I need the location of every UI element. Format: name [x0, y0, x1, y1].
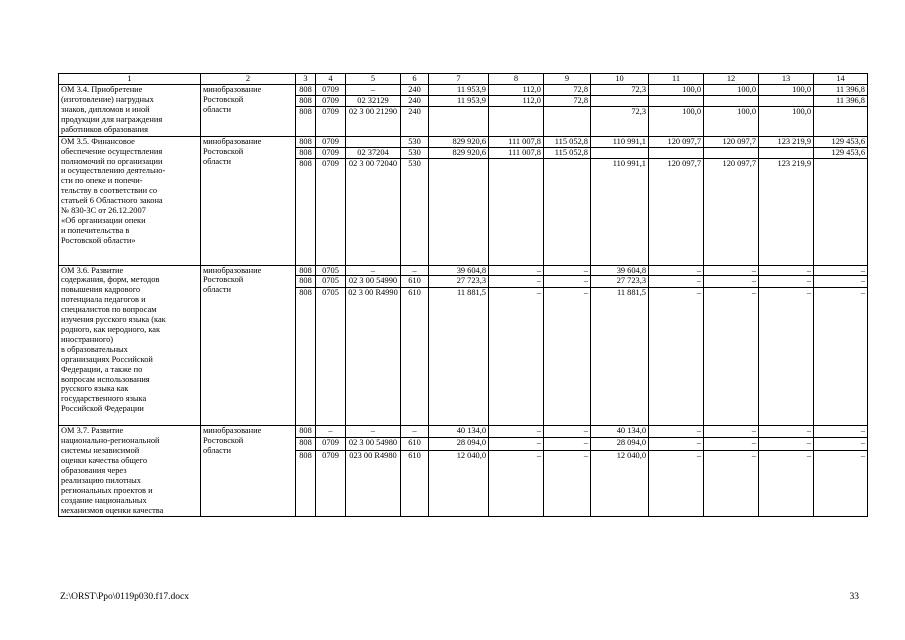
col-13-y2019-cell: –	[759, 288, 814, 426]
col-13-y2019-cell: –	[759, 450, 814, 516]
col-14-y2020-cell: –	[814, 450, 868, 516]
measure-name-cell	[59, 265, 201, 426]
col-13-y2019-cell	[759, 147, 814, 158]
measure-name-line: содержания, форм, методов	[61, 275, 160, 285]
col-10-y2016-cell: 39 604,8	[591, 265, 649, 276]
col-4-rzpr-cell: –	[316, 426, 346, 438]
executor-line: минобразование	[203, 136, 262, 146]
col-9-y2015-cell: –	[544, 265, 591, 276]
measure-name-line: знаков, дипломов и иной	[61, 104, 150, 114]
col-3-grbs-cell: 808	[296, 95, 316, 106]
col-6-vr-cell: 530	[401, 136, 429, 147]
col-3-grbs-cell: 808	[296, 106, 316, 136]
col-14-y2020-cell: 129 453,6	[814, 136, 868, 147]
col-10-y2016-cell: 28 094,0	[591, 438, 649, 451]
col-5-csr-cell: 02 3 00 R4990	[346, 288, 401, 426]
col-14-y2020-cell: 11 396,8	[814, 84, 868, 95]
measure-name-line: ОМ 3.7. Развитие	[61, 426, 124, 436]
measure-name-cell	[59, 136, 201, 265]
measure-name-line: родного, как неродного, как	[61, 324, 161, 334]
col-9-y2015-cell: 72,8	[544, 95, 591, 106]
header-row	[59, 74, 868, 85]
col-10-y2016-cell	[591, 147, 649, 158]
header-cell-6: 6	[401, 74, 429, 85]
col-12-y2018-cell: –	[704, 450, 759, 516]
col-9-y2015-cell: 115 052,8	[544, 147, 591, 158]
measure-name-line: потенциала педагогов и	[61, 295, 146, 305]
col-13-y2019-cell: 123 219,9	[759, 136, 814, 147]
col-12-y2018-cell: –	[704, 426, 759, 438]
col-11-y2017-cell: –	[649, 288, 704, 426]
col-10-y2016-cell	[591, 95, 649, 106]
col-11-y2017-cell: –	[649, 438, 704, 451]
col-8-y2014-cell: 112,0	[489, 95, 544, 106]
col-8-y2014-cell: –	[489, 438, 544, 451]
col-3-grbs-cell: 808	[296, 265, 316, 276]
col-9-y2015-cell: 115 052,8	[544, 136, 591, 147]
col-8-y2014-cell: –	[489, 426, 544, 438]
col-11-y2017-cell: –	[649, 426, 704, 438]
measure-name-line: реализацию пилотных	[61, 475, 141, 485]
col-4-rzpr-cell: 0709	[316, 84, 346, 95]
measure-name-line: полномочий по организации	[61, 156, 163, 166]
table-body	[59, 74, 868, 517]
col-4-rzpr-cell: 0709	[316, 438, 346, 451]
col-7-total-cell	[429, 158, 489, 265]
col-12-y2018-cell: –	[704, 265, 759, 276]
measure-name-line: образования через	[61, 466, 127, 476]
col-9-y2015-cell: –	[544, 438, 591, 451]
col-14-y2020-cell	[814, 158, 868, 265]
col-4-rzpr-cell: 0709	[316, 158, 346, 265]
measure-name-line: в образовательных	[61, 344, 128, 354]
col-3-grbs-cell: 808	[296, 438, 316, 451]
col-8-y2014-cell: 111 007,8	[489, 136, 544, 147]
col-6-vr-cell: 610	[401, 438, 429, 451]
measure-name-cell	[59, 84, 201, 136]
executor-line: Ростовской	[203, 436, 244, 446]
measure-name-line: иностранного)	[61, 334, 114, 344]
table-row	[59, 84, 868, 95]
col-6-vr-cell: 530	[401, 147, 429, 158]
col-8-y2014-cell: –	[489, 450, 544, 516]
col-3-grbs-cell: 808	[296, 276, 316, 288]
measure-name-line: ОМ 3.6. Развитие	[61, 265, 124, 275]
col-10-y2016-cell: 11 881,5	[591, 288, 649, 426]
executor-line: Ростовской	[203, 275, 244, 285]
executor-line: области	[203, 285, 231, 295]
col-5-csr-cell: 02 3 00 72040	[346, 158, 401, 265]
header-cell-9: 9	[544, 74, 591, 85]
col-6-vr-cell: –	[401, 426, 429, 438]
measure-name-line: «Об организации опеки	[61, 215, 146, 225]
executor-line: области	[203, 156, 231, 166]
col-9-y2015-cell: –	[544, 288, 591, 426]
col-5-csr-cell: 02 32129	[346, 95, 401, 106]
col-14-y2020-cell: –	[814, 276, 868, 288]
col-4-rzpr-cell: 0705	[316, 276, 346, 288]
header-cell-13: 13	[759, 74, 814, 85]
col-14-y2020-cell: –	[814, 288, 868, 426]
col-3-grbs-cell: 808	[296, 136, 316, 147]
col-8-y2014-cell: –	[489, 265, 544, 276]
col-12-y2018-cell: –	[704, 288, 759, 426]
measure-name-line: и осуществлению деятельно-	[61, 166, 166, 176]
col-5-csr-cell: –	[346, 84, 401, 95]
col-3-grbs-cell: 808	[296, 426, 316, 438]
col-13-y2019-cell: –	[759, 265, 814, 276]
executor-line: минобразование	[203, 426, 262, 436]
col-6-vr-cell: 530	[401, 158, 429, 265]
measure-name-line: сти по опеке и попечи-	[61, 176, 143, 186]
col-7-total-cell: 11 953,9	[429, 84, 489, 95]
executor-cell	[201, 84, 296, 136]
executor-line: области	[203, 446, 231, 456]
col-9-y2015-cell	[544, 158, 591, 265]
col-8-y2014-cell	[489, 106, 544, 136]
col-12-y2018-cell	[704, 95, 759, 106]
col-11-y2017-cell	[649, 147, 704, 158]
table-row	[59, 265, 868, 276]
col-4-rzpr-cell: 0705	[316, 265, 346, 276]
col-10-y2016-cell: 110 991,1	[591, 136, 649, 147]
executor-line: минобразование	[203, 84, 262, 94]
col-7-total-cell: 28 094,0	[429, 438, 489, 451]
executor-cell	[201, 426, 296, 516]
col-8-y2014-cell: 112,0	[489, 84, 544, 95]
col-5-csr-cell: 023 00 R4980	[346, 450, 401, 516]
col-10-y2016-cell: 72,3	[591, 106, 649, 136]
col-5-csr-cell: 02 3 00 21290	[346, 106, 401, 136]
measure-name-line: ОМ 3.5. Финансовое	[61, 136, 135, 146]
col-12-y2018-cell	[704, 147, 759, 158]
col-14-y2020-cell: –	[814, 438, 868, 451]
col-3-grbs-cell: 808	[296, 288, 316, 426]
col-12-y2018-cell: –	[704, 276, 759, 288]
header-cell-4: 4	[316, 74, 346, 85]
col-12-y2018-cell: 120 097,7	[704, 158, 759, 265]
col-13-y2019-cell: 123 219,9	[759, 158, 814, 265]
col-3-grbs-cell: 808	[296, 84, 316, 95]
measure-name-line: механизмов оценки качества	[61, 505, 164, 515]
col-11-y2017-cell	[649, 95, 704, 106]
col-12-y2018-cell: –	[704, 438, 759, 451]
col-9-y2015-cell	[544, 106, 591, 136]
col-7-total-cell	[429, 106, 489, 136]
table-row	[59, 136, 868, 147]
col-3-grbs-cell: 808	[296, 147, 316, 158]
col-11-y2017-cell: 120 097,7	[649, 136, 704, 147]
col-11-y2017-cell: 120 097,7	[649, 158, 704, 265]
col-5-csr-cell: 02 37204	[346, 147, 401, 158]
col-13-y2019-cell: –	[759, 276, 814, 288]
header-cell-14: 14	[814, 74, 868, 85]
header-cell-3: 3	[296, 74, 316, 85]
col-4-rzpr-cell: 0709	[316, 136, 346, 147]
col-10-y2016-cell: 27 723,3	[591, 276, 649, 288]
col-11-y2017-cell: 100,0	[649, 84, 704, 95]
col-12-y2018-cell: 100,0	[704, 84, 759, 95]
col-12-y2018-cell: 120 097,7	[704, 136, 759, 147]
col-4-rzpr-cell: 0705	[316, 288, 346, 426]
col-5-csr-cell: –	[346, 265, 401, 276]
footer-file-path: Z:\ORST\Ppo\0119p030.f17.docx	[60, 592, 189, 602]
col-4-rzpr-cell: 0709	[316, 106, 346, 136]
col-7-total-cell: 27 723,3	[429, 276, 489, 288]
col-6-vr-cell: 610	[401, 288, 429, 426]
col-9-y2015-cell: –	[544, 276, 591, 288]
col-5-csr-cell: –	[346, 426, 401, 438]
col-6-vr-cell: 610	[401, 450, 429, 516]
header-cell-1: 1	[59, 74, 201, 85]
col-12-y2018-cell: 100,0	[704, 106, 759, 136]
measure-name-line: Федерации, а также по	[61, 364, 143, 374]
col-7-total-cell: 12 040,0	[429, 450, 489, 516]
col-6-vr-cell: 610	[401, 276, 429, 288]
col-3-grbs-cell: 808	[296, 158, 316, 265]
col-13-y2019-cell: –	[759, 426, 814, 438]
budget-table	[58, 73, 868, 517]
measure-name-line: национально-региональной	[61, 436, 160, 446]
col-9-y2015-cell: –	[544, 450, 591, 516]
measure-name-line: специалистов по вопросам	[61, 305, 157, 315]
col-11-y2017-cell: –	[649, 450, 704, 516]
measure-name-line: обеспечение осуществления	[61, 146, 163, 156]
col-14-y2020-cell	[814, 106, 868, 136]
col-4-rzpr-cell: 0709	[316, 450, 346, 516]
header-cell-7: 7	[429, 74, 489, 85]
measure-name-line: повышения кадрового	[61, 285, 141, 295]
col-7-total-cell: 829 920,6	[429, 136, 489, 147]
measure-name-line: продукции для награждения	[61, 114, 163, 124]
col-10-y2016-cell: 110 991,1	[591, 158, 649, 265]
footer-page-number: 33	[849, 592, 859, 602]
executor-cell	[201, 136, 296, 265]
col-11-y2017-cell: 100,0	[649, 106, 704, 136]
executor-line: Ростовской	[203, 94, 244, 104]
col-10-y2016-cell: 40 134,0	[591, 426, 649, 438]
col-14-y2020-cell: 11 396,8	[814, 95, 868, 106]
executor-line: Ростовской	[203, 146, 244, 156]
table-row	[59, 426, 868, 438]
measure-name-line: русского языка как	[61, 384, 129, 394]
col-4-rzpr-cell: 0709	[316, 95, 346, 106]
measure-name-line: создание национальных	[61, 495, 147, 505]
header-cell-2: 2	[201, 74, 296, 85]
executor-line: минобразование	[203, 265, 262, 275]
col-11-y2017-cell: –	[649, 265, 704, 276]
measure-name-cell	[59, 426, 201, 516]
measure-name-line: изучения русского языка (как	[61, 315, 166, 325]
measure-name-line: тельству в соответствии со	[61, 186, 158, 196]
executor-line: области	[203, 104, 231, 114]
col-8-y2014-cell	[489, 158, 544, 265]
col-7-total-cell: 829 920,6	[429, 147, 489, 158]
col-13-y2019-cell: –	[759, 438, 814, 451]
header-cell-12: 12	[704, 74, 759, 85]
col-6-vr-cell: 240	[401, 84, 429, 95]
col-9-y2015-cell: –	[544, 426, 591, 438]
col-13-y2019-cell: 100,0	[759, 84, 814, 95]
col-7-total-cell: 11 953,9	[429, 95, 489, 106]
col-5-csr-cell: 02 3 00 54990	[346, 276, 401, 288]
measure-name-line: и попечительства в	[61, 225, 130, 235]
measure-name-line: Ростовской области»	[61, 235, 136, 245]
col-10-y2016-cell: 12 040,0	[591, 450, 649, 516]
measure-name-line: системы независимой	[61, 446, 140, 456]
col-13-y2019-cell: 100,0	[759, 106, 814, 136]
col-7-total-cell: 40 134,0	[429, 426, 489, 438]
executor-cell	[201, 265, 296, 426]
col-9-y2015-cell: 72,8	[544, 84, 591, 95]
col-5-csr-cell: 02 3 00 54980	[346, 438, 401, 451]
measure-name-line: региональных проектов и	[61, 485, 153, 495]
measure-name-line: статьей 6 Областного закона	[61, 196, 163, 206]
col-13-y2019-cell	[759, 95, 814, 106]
col-6-vr-cell: 240	[401, 95, 429, 106]
col-8-y2014-cell: –	[489, 288, 544, 426]
col-10-y2016-cell: 72,3	[591, 84, 649, 95]
col-14-y2020-cell: –	[814, 426, 868, 438]
measure-name-line: ОМ 3.4. Приобретение	[61, 84, 143, 94]
header-cell-10: 10	[591, 74, 649, 85]
measure-name-line: организациях Российской	[61, 354, 153, 364]
budget-table-container	[58, 73, 867, 517]
col-3-grbs-cell: 808	[296, 450, 316, 516]
header-cell-11: 11	[649, 74, 704, 85]
measure-name-line: государственного языка	[61, 394, 147, 404]
col-6-vr-cell: 240	[401, 106, 429, 136]
col-11-y2017-cell: –	[649, 276, 704, 288]
measure-name-line: вопросам использования	[61, 374, 150, 384]
measure-name-line: работников образования	[61, 124, 148, 134]
col-14-y2020-cell: 129 453,6	[814, 147, 868, 158]
col-14-y2020-cell: –	[814, 265, 868, 276]
measure-name-line: (изготовление) нагрудных	[61, 94, 154, 104]
measure-name-line: № 830-ЗС от 26.12.2007	[61, 206, 146, 216]
col-7-total-cell: 39 604,8	[429, 265, 489, 276]
header-cell-5: 5	[346, 74, 401, 85]
measure-name-line: оценки качества общего	[61, 456, 148, 466]
col-8-y2014-cell: 111 007,8	[489, 147, 544, 158]
header-cell-8: 8	[489, 74, 544, 85]
col-7-total-cell: 11 881,5	[429, 288, 489, 426]
col-8-y2014-cell: –	[489, 276, 544, 288]
col-6-vr-cell: –	[401, 265, 429, 276]
col-5-csr-cell	[346, 136, 401, 147]
measure-name-line: Российской Федерации	[61, 404, 144, 414]
col-4-rzpr-cell: 0709	[316, 147, 346, 158]
